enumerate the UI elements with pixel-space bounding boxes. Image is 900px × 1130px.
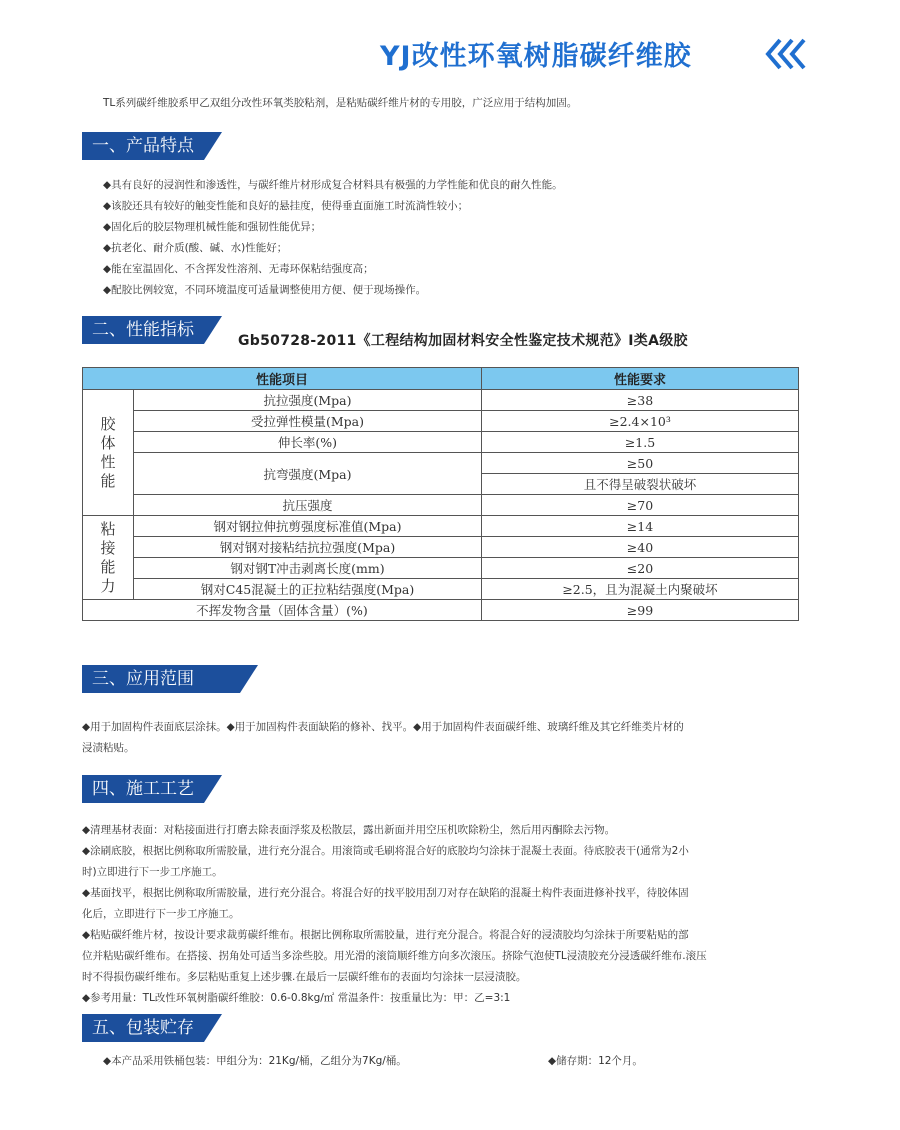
list-item: ◆固化后的胶层物理机械性能和强韧性能优异； [103,221,322,233]
text-line: ◆基面找平，根据比例称取所需胶量，进行充分混合。将混合好的找平胶用刮刀对存在缺陷的混凝土构件表面进修补找平，待胶体固 [82,887,689,899]
list-item: ◆配胶比例较宽，不同环境温度可适量调整使用方便、便于现场操作。 [103,284,427,296]
column-header-item: 性能项目 [83,368,482,390]
table-row [83,516,799,537]
text-line: 浸渍粘贴。 [82,742,135,754]
table-row [83,390,799,411]
section-heading-features: 一、产品特点 [82,132,204,160]
table-cell: 抗弯强度(Mpa) [134,453,482,495]
table-row [83,432,799,453]
table-cell: 钢对C45混凝土的正拉粘结强度(Mpa) [134,579,482,600]
storage-text: ◆储存期：12个月。 [548,1055,643,1067]
table-cell: ≥2.4×10³ [482,411,799,432]
text-line: ◆清理基材表面：对粘接面进行打磨去除表面浮浆及松散层，露出新面并用空压机吹除粉尘，然后用丙酮除去污物。 [82,824,616,836]
text-line: ◆粘贴碳纤维片材，按设计要求裁剪碳纤维布。根据比例称取所需胶量，进行充分混合。将混合好的浸渍胶均匀涂抹于所要粘贴的部 [82,929,689,941]
table-cell: ≥38 [482,390,799,411]
table-cell: ≥40 [482,537,799,558]
list-item: ◆抗老化、耐介质(酸、碱、水)性能好； [103,242,288,254]
table-cell: ≥2.5，且为混凝土内聚破坏 [482,579,799,600]
group-label-bonding: 粘接能力 [83,516,134,600]
table-row [83,558,799,579]
table-cell: ≤20 [482,558,799,579]
table-row [83,495,799,516]
table-cell: 不挥发物含量（固体含量）(%) [83,600,482,621]
performance-table [82,367,799,621]
table-cell: ≥1.5 [482,432,799,453]
table-cell: ≥99 [482,600,799,621]
table-cell: ≥14 [482,516,799,537]
text-line: ◆用于加固构件表面底层涂抹。◆用于加固构件表面缺陷的修补、找平。◆用于加固构件表面碳纤维、玻璃纤维及其它纤维类片材的 [82,721,684,733]
table-cell: 抗拉强度(Mpa) [134,390,482,411]
text-line: 化后，立即进行下一步工序施工。 [82,908,240,920]
table-cell: 受拉弹性模量(Mpa) [134,411,482,432]
text-line: ◆参考用量：TL改性环氧树脂碳纤维胶：0.6-0.8kg/㎡ 常温条件：按重量比为：甲：乙=3:1 [82,992,511,1004]
page-title: YJ改性环氧树脂碳纤维胶 [380,41,692,72]
column-header-requirement: 性能要求 [482,368,799,390]
text-line: 时)立即进行下一步工序施工。 [82,866,223,878]
section-heading-construction: 四、施工工艺 [82,775,204,803]
intro-text: TL系列碳纤维胶系甲乙双组分改性环氧类胶粘剂，是粘贴碳纤维片材的专用胶，广泛应用于结构加固。 [103,97,578,109]
section-heading-performance: 二、性能指标 [82,316,204,344]
text-line: 时不得损伤碳纤维布。多层粘贴重复上述步骤.在最后一层碳纤维布的表面均匀涂抹一层浸渍胶。 [82,971,527,983]
features-list [103,175,803,301]
list-item: ◆能在室温固化、不含挥发性溶剂、无毒环保粘结强度高； [103,263,374,275]
table-row [83,579,799,600]
table-row [83,600,799,621]
standard-reference: Gb50728-2011《工程结构加固材料安全性鉴定技术规范》I类A级胶 [238,333,688,349]
table-header-row [83,368,799,390]
group-label-colloid: 胶体性能 [83,390,134,516]
table-cell: 抗压强度 [134,495,482,516]
table-row [83,453,799,474]
section-heading-application: 三、应用范围 [82,665,240,693]
table-cell: 伸长率(%) [134,432,482,453]
table-cell: ≥70 [482,495,799,516]
packaging-text: ◆本产品采用铁桶包装：甲组分为：21Kg/桶，乙组分为7Kg/桶。 [103,1055,407,1067]
table-cell: 钢对钢拉伸抗剪强度标准值(Mpa) [134,516,482,537]
application-text [82,717,802,759]
chevron-left-icon [764,34,814,74]
section-heading-packaging: 五、包装贮存 [82,1014,204,1042]
table-cell: 且不得呈破裂状破坏 [482,474,799,495]
list-item: ◆具有良好的浸润性和渗透性，与碳纤维片材形成复合材料具有极强的力学性能和优良的耐久性能。 [103,179,563,191]
text-line: ◆涂刷底胶，根据比例称取所需胶量，进行充分混合。用滚筒或毛刷将混合好的底胶均匀涂抹于混凝土表面。待底胶表干(通常为2小 [82,845,689,857]
list-item: ◆该胶还具有较好的触变性能和良好的悬挂度，使得垂直面施工时流淌性较小； [103,200,469,212]
text-line: 位并粘贴碳纤维布。在搭接、拐角处可适当多涂些胶。用光滑的滚筒顺纤维方向多次滚压。挤除气泡使TL浸渍胶充分浸透碳纤维布.滚压 [82,950,707,962]
table-row [83,537,799,558]
table-row [83,411,799,432]
table-cell: 钢对钢对接粘结抗拉强度(Mpa) [134,537,482,558]
table-cell: ≥50 [482,453,799,474]
table-cell: 钢对钢T冲击剥离长度(mm) [134,558,482,579]
construction-text [82,820,802,1009]
